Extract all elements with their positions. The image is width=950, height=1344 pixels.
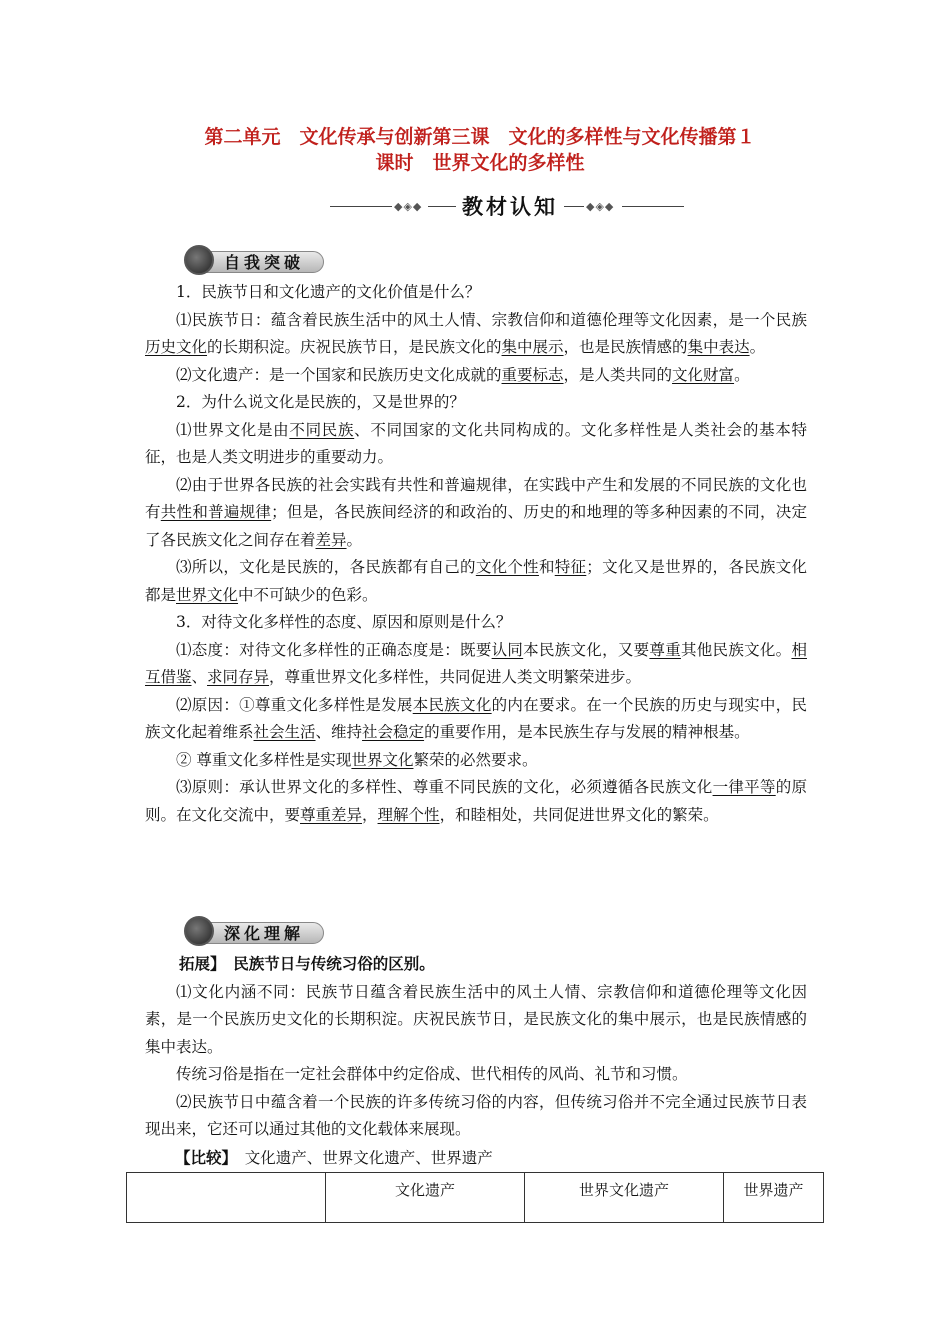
table-header-row (127, 1173, 824, 1223)
page-title (140, 124, 820, 176)
answer-1-1: ⑴民族节日：蕴含着民族生活中的风土人情、宗教信仰和道德伦理等文化因素，是一个民族历史文化的长期积淀。庆祝民族节日，是民族文化的集中展示，也是民族情感的集中表达。 (145, 310, 807, 356)
answer-1-2: ⑵文化遗产：是一个国家和民族历史文化成就的重要标志，是人类共同的文化财富。 (176, 365, 750, 384)
banner-right-line-2 (564, 206, 584, 207)
section-heading-deep-understanding (180, 914, 330, 948)
answer-2-3: ⑶所以，文化是民族的，各民族都有自己的文化个性和特征；文化又是世界的，各民族文化都是世界文化中不可缺少的色彩。 (145, 558, 807, 604)
table-header-cell: 世界文化遗产 (525, 1173, 724, 1223)
banner-title: 教材认知 (462, 194, 558, 219)
section1-content (145, 279, 807, 829)
comparison-table (126, 1172, 824, 1223)
title-line-2: 课时 世界文化的多样性 (375, 152, 585, 174)
heading-circle-icon (184, 916, 214, 946)
section-banner (330, 191, 690, 221)
answer-2-2: ⑵由于世界各民族的社会实践有共性和普遍规律，在实践中产生和发展的不同民族的文化也有共性和普遍规律；但是，各民族间经济的和政治的、历史的和地理的等多种因素的不同，决定了各民族文化之间存在着差异。 (145, 475, 807, 549)
comparison-heading: 【比较】 文化遗产、世界文化遗产、世界遗产 (175, 1147, 493, 1167)
extension-para-1: ⑴文化内涵不同：民族节日蕴含着民族生活中的风土人情、宗教信仰和道德伦理等文化因素，是一个民族历史文化的长期积淀。庆祝民族节日，是民族文化的集中展示，也是民族情感的集中表达。 (145, 982, 807, 1056)
heading-label: 深化理解 (224, 924, 305, 943)
banner-right-ornament-icon: ◆◈◆ (586, 200, 615, 213)
table-header-cell (127, 1173, 326, 1223)
answer-2-1: ⑴世界文化是由不同民族、不同国家的文化共同构成的。文化多样性是人类社会的基本特征，也是人类文明进步的重要动力。 (145, 420, 807, 466)
answer-3-2: ⑵原因：①尊重文化多样性是发展本民族文化的内在要求。在一个民族的历史与现实中，民族文化起着维系社会生活、维持社会稳定的重要作用，是本民族生存与发展的精神根基。 (145, 695, 807, 741)
section-heading-self-breakthrough (180, 243, 330, 277)
banner-left-line (330, 206, 392, 207)
heading-label: 自我突破 (224, 253, 305, 272)
question-2: 2．为什么说文化是民族的，又是世界的？ (176, 393, 465, 411)
banner-left-ornament-icon: ◆◈◆ (394, 200, 423, 213)
answer-3-1: ⑴态度：对待文化多样性的正确态度是：既要认同本民族文化，又要尊重其他民族文化。相互借鉴、求同存异，尊重世界文化多样性，共同促进人类文明繁荣进步。 (145, 640, 807, 686)
table-header-cell: 文化遗产 (326, 1173, 525, 1223)
banner-left-line-2 (428, 206, 456, 207)
answer-3-3: ② 尊重文化多样性是实现世界文化繁荣的必然要求。 (176, 750, 538, 769)
extension-heading: 拓展】 民族节日与传统习俗的区别。 (179, 954, 435, 973)
section2-content (145, 950, 807, 1172)
question-3: 3．对待文化多样性的态度、原因和原则是什么？ (176, 613, 512, 631)
answer-3-4: ⑶原则：承认世界文化的多样性、尊重不同民族的文化，必须遵循各民族文化一律平等的原则。在文化交流中，要尊重差异，理解个性，和睦相处，共同促进世界文化的繁荣。 (145, 778, 807, 824)
heading-circle-icon (184, 245, 214, 275)
banner-right-line (622, 206, 684, 207)
extension-para-2: 传统习俗是指在一定社会群体中约定俗成、世代相传的风尚、礼节和习惯。 (176, 1065, 688, 1083)
title-line-1: 第二单元 文化传承与创新第三课 文化的多样性与文化传播第１ (204, 126, 756, 148)
table-header-cell: 世界遗产 (724, 1173, 824, 1223)
question-1: 1．民族节日和文化遗产的文化价值是什么？ (176, 283, 481, 301)
extension-para-3: ⑵民族节日中蕴含着一个民族的许多传统习俗的内容，但传统习俗并不完全通过民族节日表现出来，它还可以通过其他的文化载体来展现。 (145, 1092, 807, 1138)
